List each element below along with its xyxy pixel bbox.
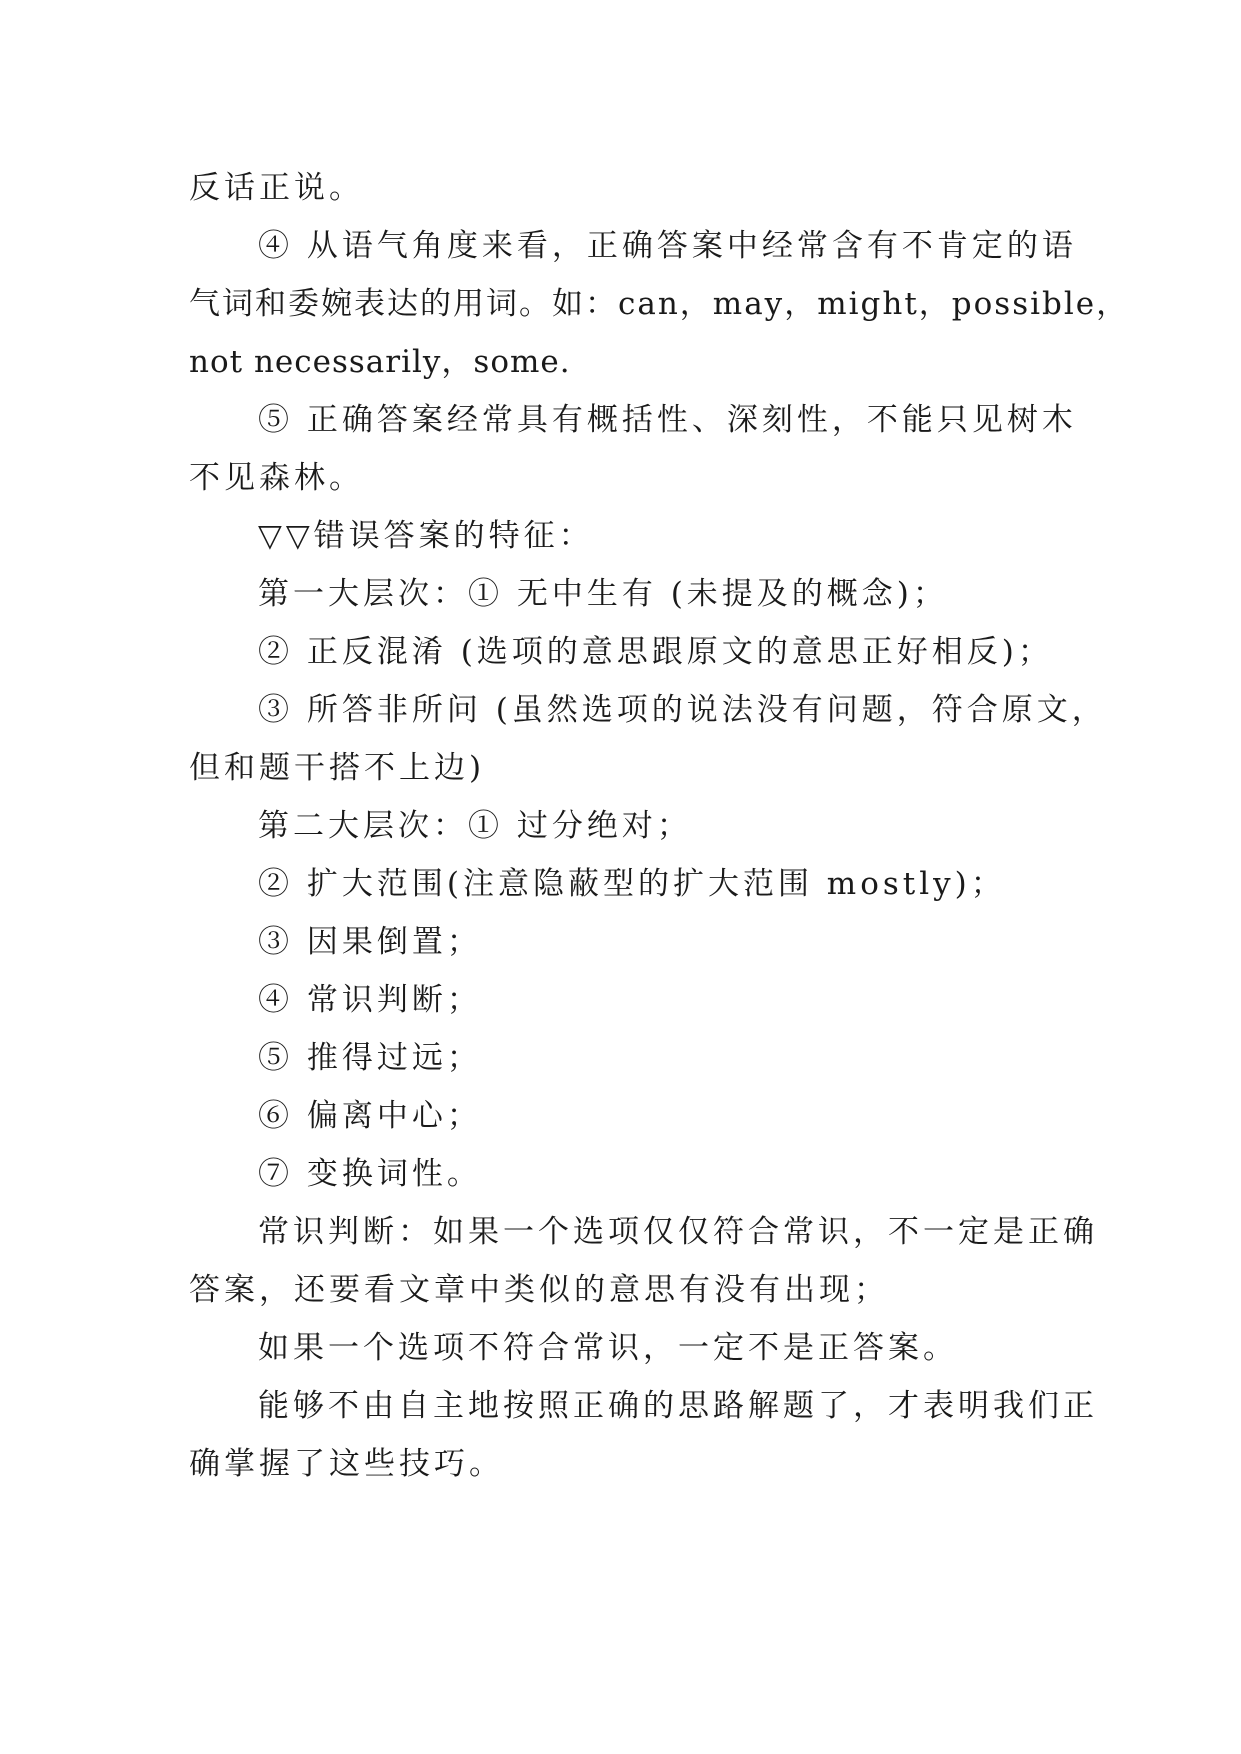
text-line: 答案，还要看文章中类似的意思有没有出现； — [189, 1272, 889, 1308]
text-line: ③ 所答非所问 (虽然选项的说法没有问题，符合原文， — [258, 692, 1107, 728]
text-line: ② 扩大范围(注意隐蔽型的扩大范围 mostly)； — [258, 866, 1006, 902]
text-line: 能够不由自主地按照正确的思路解题了，才表明我们正 — [258, 1388, 1098, 1424]
text-line: ⑤ 正确答案经常具有概括性、深刻性，不能只见树木 — [258, 402, 1077, 438]
text-line: ⑥ 偏离中心； — [258, 1098, 482, 1134]
text-line: ③ 因果倒置； — [258, 924, 482, 960]
text-line: 反话正说。 — [189, 170, 364, 206]
text-line: 第二大层次：① 过分绝对； — [258, 808, 692, 844]
text-line: ② 正反混淆 (选项的意思跟原文的意思正好相反)； — [258, 634, 1053, 670]
text-line: ④ 从语气角度来看，正确答案中经常含有不肯定的语 — [258, 228, 1077, 264]
text-line: not necessarily，some. — [189, 344, 571, 380]
text-line: ⑤ 推得过远； — [258, 1040, 482, 1076]
section-heading: ▽▽错误答案的特征： — [258, 518, 594, 554]
text-line: 第一大层次：① 无中生有 (未提及的概念)； — [258, 576, 948, 612]
text-line: ④ 常识判断； — [258, 982, 482, 1018]
text-line: 确掌握了这些技巧。 — [189, 1446, 504, 1482]
text-line: 但和题干搭不上边) — [189, 750, 486, 786]
text-line: ⑦ 变换词性。 — [258, 1156, 482, 1192]
text-line: 常识判断：如果一个选项仅仅符合常识，不一定是正确 — [258, 1214, 1098, 1250]
text-line: 气词和委婉表达的用词。如：can，may，might，possible， — [189, 286, 1130, 322]
text-line: 如果一个选项不符合常识，一定不是正答案。 — [258, 1330, 958, 1366]
text-line: 不见森林。 — [189, 460, 364, 496]
